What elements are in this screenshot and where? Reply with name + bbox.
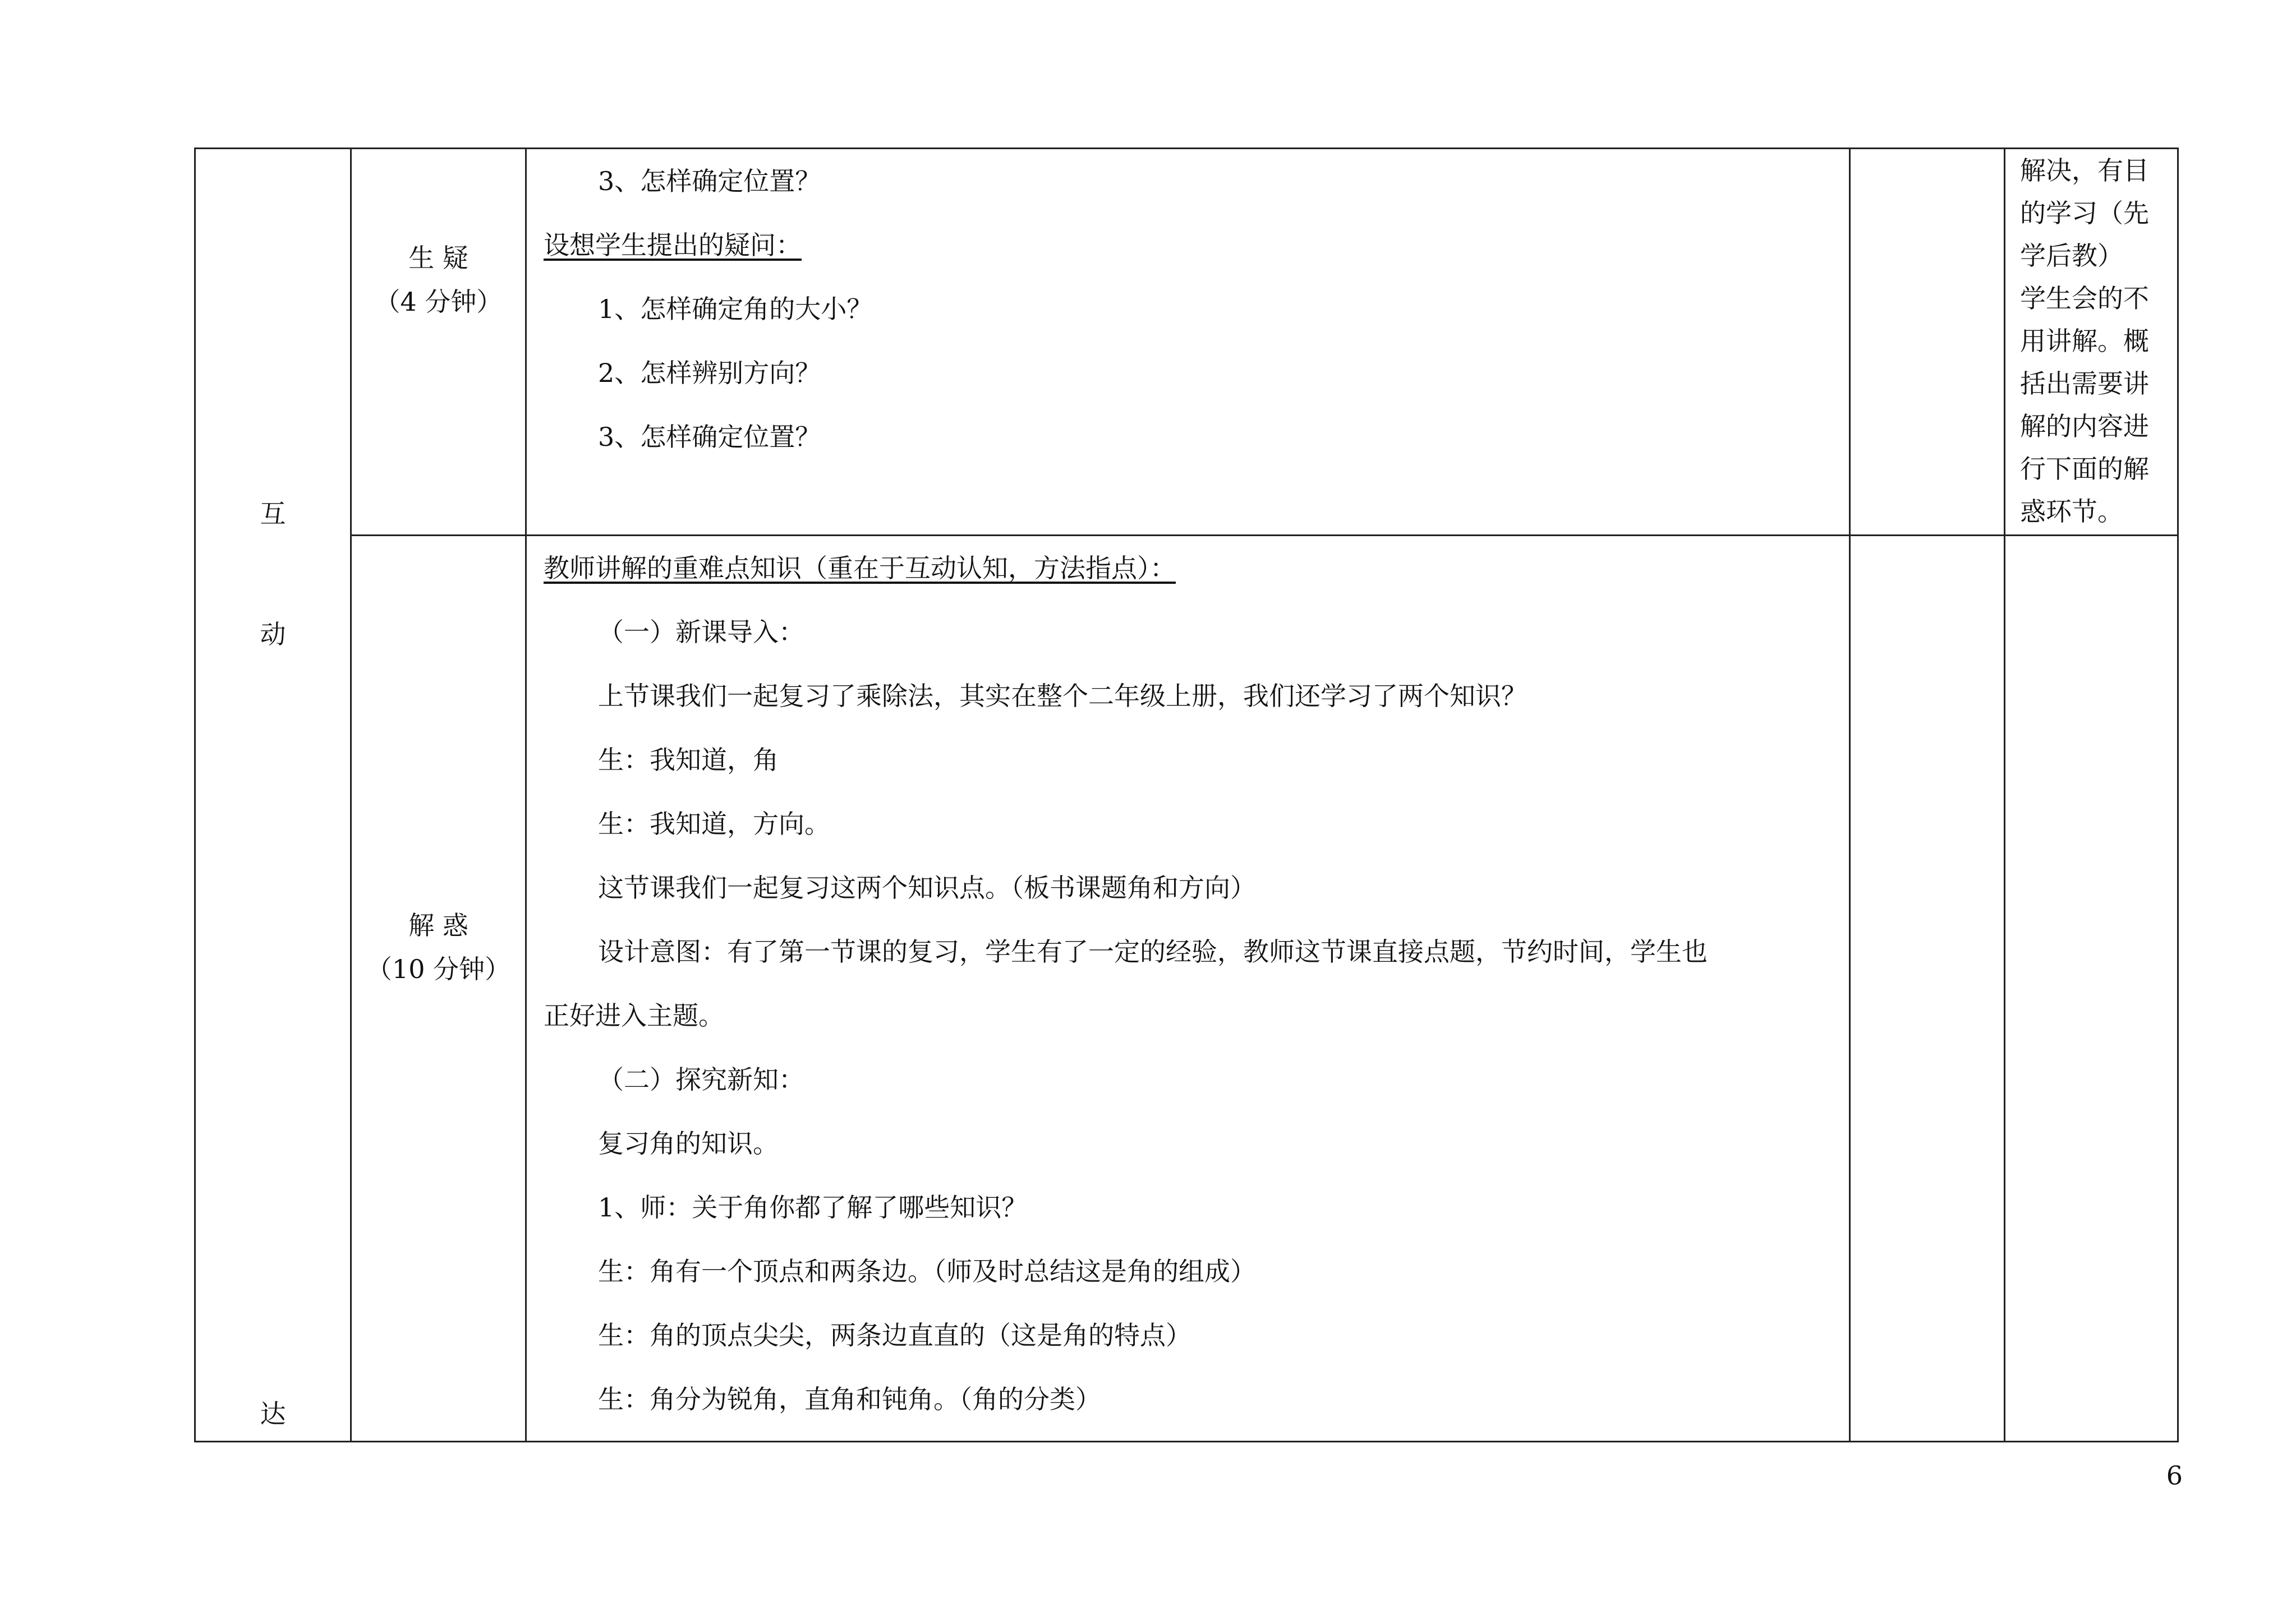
content-line: 1、师：关于角你都了解了哪些知识？ xyxy=(598,1192,1028,1223)
note-line: 解的内容进 xyxy=(2020,411,2149,441)
note-line: 学后教） xyxy=(2020,241,2123,271)
content-line: 上节课我们一起复习了乘除法，其实在整个二年级上册，我们还学习了两个知识？ xyxy=(598,681,1527,711)
content-cell xyxy=(526,149,1850,536)
table-row xyxy=(195,536,2178,1442)
table-row xyxy=(195,149,2178,536)
note-line: 解决，有目 xyxy=(2020,155,2149,186)
section-label-char: 动 xyxy=(260,619,286,649)
note-line: 行下面的解 xyxy=(2020,454,2149,484)
note-line: 括出需要讲 xyxy=(2020,368,2149,399)
content-line: 复习角的知识。 xyxy=(598,1128,779,1159)
empty-cell xyxy=(1850,149,2005,536)
content-heading: 设想学生提出的疑问： xyxy=(544,230,802,260)
lesson-plan-table xyxy=(194,147,2179,1442)
section-label-char: 互 xyxy=(260,499,286,529)
stage-time: （4 分钟） xyxy=(374,287,503,317)
note-line: 用讲解。概 xyxy=(2020,326,2149,356)
section-label-cell xyxy=(195,149,351,1442)
content-line: 正好进入主题。 xyxy=(544,1000,724,1031)
content-line: 3、怎样确定位置？ xyxy=(598,166,821,196)
content-line: 生：我知道，方向。 xyxy=(598,809,830,839)
content-line: （一）新课导入： xyxy=(598,617,804,647)
content-line: 生：我知道，角 xyxy=(598,745,779,775)
stage-name: 解 惑 xyxy=(408,910,468,940)
content-line: 1、怎样确定角的大小？ xyxy=(598,294,873,324)
note-line: 惑环节。 xyxy=(2020,496,2123,527)
content-line: 生：角有一个顶点和两条边。（师及时总结这是角的组成） xyxy=(598,1256,1256,1287)
stage-time: （10 分钟） xyxy=(366,954,511,984)
section-label-char: 达 xyxy=(260,1399,286,1429)
content-heading: 教师讲解的重难点知识（重在于互动认知，方法指点）： xyxy=(544,553,1176,583)
content-line: 这节课我们一起复习这两个知识点。（板书课题角和方向） xyxy=(598,873,1256,903)
stage-name: 生 疑 xyxy=(408,243,468,273)
stage-cell xyxy=(351,149,526,536)
content-line: 2、怎样辨别方向？ xyxy=(598,358,821,388)
stage-cell xyxy=(351,536,526,1442)
content-line: 设计意图：有了第一节课的复习，学生有了一定的经验，教师这节课直接点题，节约时间，学生也 xyxy=(598,937,1708,967)
empty-cell xyxy=(2005,536,2178,1442)
content-line: 生：角的顶点尖尖，两条边直直的（这是角的特点） xyxy=(598,1320,1191,1350)
content-line: （二）探究新知： xyxy=(598,1064,804,1095)
note-cell xyxy=(2005,149,2178,536)
content-line: 3、怎样确定位置？ xyxy=(598,422,821,452)
content-line: 生：角分为锐角，直角和钝角。（角的分类） xyxy=(598,1384,1101,1414)
content-cell xyxy=(526,536,1850,1442)
empty-cell xyxy=(1850,536,2005,1442)
note-line: 的学习（先 xyxy=(2020,198,2149,228)
page-number: 6 xyxy=(2166,1460,2183,1491)
note-line: 学生会的不 xyxy=(2020,283,2149,313)
